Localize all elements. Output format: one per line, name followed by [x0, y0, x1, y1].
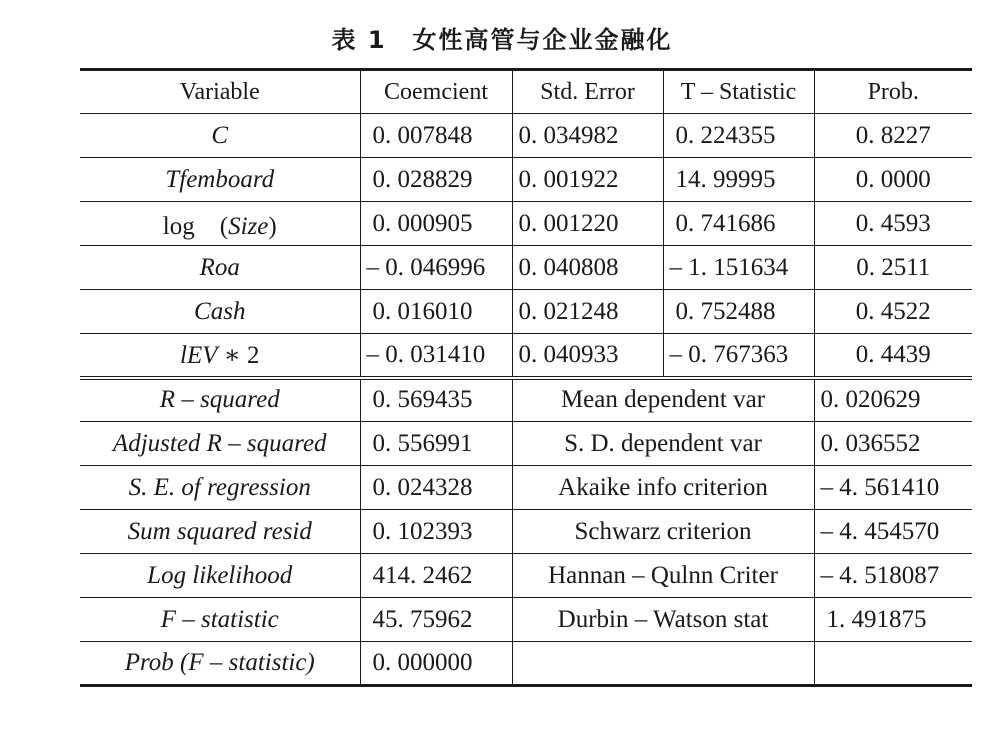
- stat-value-2: [814, 642, 972, 686]
- coefficient-cell: 0. 007848: [360, 114, 512, 158]
- header-row: [80, 70, 972, 114]
- variable-prefix: log (: [162, 212, 229, 240]
- stat-value: 0. 000000: [360, 642, 512, 686]
- prob-cell: 0. 4439: [814, 334, 972, 378]
- stat-label-2: [512, 642, 814, 686]
- variable-name: Cash: [80, 290, 360, 334]
- variable-name: Roa: [80, 246, 360, 290]
- stat-label-2: Akaike info criterion: [512, 466, 814, 510]
- header-variable: Variable: [80, 70, 360, 114]
- stat-label-2: Mean dependent var: [512, 378, 814, 422]
- t-statistic-cell: 0. 752488: [663, 290, 814, 334]
- stat-row: [80, 598, 972, 642]
- t-statistic-cell: 14. 99995: [663, 158, 814, 202]
- stat-value-2: – 4. 518087: [814, 554, 972, 598]
- coefficient-cell: 0. 016010: [360, 290, 512, 334]
- variable-name: C: [80, 114, 360, 158]
- prob-cell: 0. 2511: [814, 246, 972, 290]
- table-row: [80, 114, 972, 158]
- stat-value: 0. 569435: [360, 378, 512, 422]
- header-prob: Prob.: [814, 70, 972, 114]
- stat-label: S. E. of regression: [80, 466, 360, 510]
- variable-name: [80, 334, 360, 378]
- table-row: [80, 334, 972, 378]
- stat-label-2: S. D. dependent var: [512, 422, 814, 466]
- stat-label: Sum squared resid: [80, 510, 360, 554]
- table-number: 表 1: [331, 26, 387, 54]
- t-statistic-cell: – 1. 151634: [663, 246, 814, 290]
- stat-value-2: 0. 036552: [814, 422, 972, 466]
- stat-label: Log likelihood: [80, 554, 360, 598]
- header-coefficient: Coemcient: [360, 70, 512, 114]
- coefficient-cell: 0. 028829: [360, 158, 512, 202]
- table-row: [80, 202, 972, 246]
- stat-row: [80, 642, 972, 686]
- stat-label: Adjusted R – squared: [80, 422, 360, 466]
- prob-cell: 0. 8227: [814, 114, 972, 158]
- std-error-cell: 0. 001220: [512, 202, 663, 246]
- header-std-error: Std. Error: [512, 70, 663, 114]
- stat-label: Prob (F – statistic): [80, 642, 360, 686]
- std-error-cell: 0. 040933: [512, 334, 663, 378]
- t-statistic-cell: – 0. 767363: [663, 334, 814, 378]
- stat-label-2: Hannan – Qulnn Criter: [512, 554, 814, 598]
- stat-row: [80, 378, 972, 422]
- stat-value: 0. 102393: [360, 510, 512, 554]
- variable-name: [80, 202, 360, 246]
- coefficient-cell: – 0. 031410: [360, 334, 512, 378]
- stat-label-2: Schwarz criterion: [512, 510, 814, 554]
- stat-value: 45. 75962: [360, 598, 512, 642]
- stat-label: R – squared: [80, 378, 360, 422]
- stat-row: [80, 510, 972, 554]
- variable-italic: lEV: [180, 341, 218, 369]
- stat-row: [80, 422, 972, 466]
- stat-value: 0. 556991: [360, 422, 512, 466]
- std-error-cell: 0. 001922: [512, 158, 663, 202]
- t-statistic-cell: 0. 224355: [663, 114, 814, 158]
- regression-table: [80, 68, 972, 687]
- stat-label: F – statistic: [80, 598, 360, 642]
- variable-suffix: ): [268, 212, 277, 240]
- stat-value: 0. 024328: [360, 466, 512, 510]
- prob-cell: 0. 0000: [814, 158, 972, 202]
- table-row: [80, 246, 972, 290]
- table-title: [0, 20, 1004, 55]
- std-error-cell: 0. 040808: [512, 246, 663, 290]
- variable-suffix: ∗ 2: [217, 341, 260, 369]
- prob-cell: 0. 4593: [814, 202, 972, 246]
- table-row: [80, 158, 972, 202]
- stat-row: [80, 466, 972, 510]
- stat-label-2: Durbin – Watson stat: [512, 598, 814, 642]
- stat-value-2: 1. 491875: [814, 598, 972, 642]
- prob-cell: 0. 4522: [814, 290, 972, 334]
- coefficient-cell: 0. 000905: [360, 202, 512, 246]
- stat-value-2: 0. 020629: [814, 378, 972, 422]
- std-error-cell: 0. 021248: [512, 290, 663, 334]
- stat-value: 414. 2462: [360, 554, 512, 598]
- table-caption: 女性高管与企业金融化: [412, 26, 673, 54]
- stat-value-2: – 4. 561410: [814, 466, 972, 510]
- table-row: [80, 290, 972, 334]
- coefficient-cell: – 0. 046996: [360, 246, 512, 290]
- stat-value-2: – 4. 454570: [814, 510, 972, 554]
- variable-italic: Size: [228, 212, 269, 240]
- t-statistic-cell: 0. 741686: [663, 202, 814, 246]
- stat-row: [80, 554, 972, 598]
- std-error-cell: 0. 034982: [512, 114, 663, 158]
- header-t-statistic: T – Statistic: [663, 70, 814, 114]
- variable-name: Tfemboard: [80, 158, 360, 202]
